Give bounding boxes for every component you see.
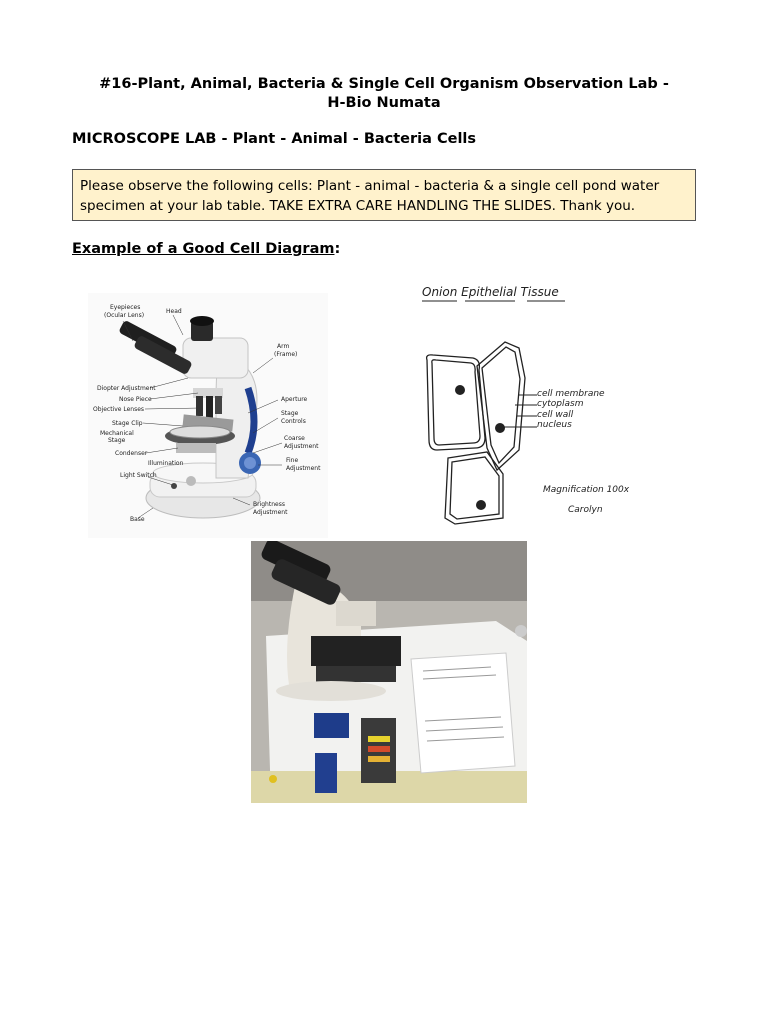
label-condenser: Condenser	[115, 450, 148, 457]
cell-middle	[477, 342, 525, 470]
label-ocular-lens: (Ocular Lens)	[104, 312, 145, 319]
label-nucleus: nucleus	[537, 420, 572, 430]
label-eyepieces: Eyepieces	[110, 304, 141, 311]
label-stage: Stage	[108, 437, 126, 444]
instructions-line-2: specimen at your lab table. TAKE EXTRA CARE HANDLING THE SLIDES. Thank you.	[80, 198, 636, 214]
label-head: Head	[166, 308, 182, 315]
label-frame: (Frame)	[274, 351, 298, 358]
label-magnification: Magnification 100x	[543, 485, 630, 495]
example-heading-colon: :	[334, 241, 341, 257]
example-heading-text: Example of a Good Cell Diagram	[72, 241, 335, 257]
label-nose-piece: Nose Piece	[119, 396, 152, 403]
label-aperture: Aperture	[281, 396, 308, 403]
cell-left	[427, 355, 485, 450]
label-diopter: Diopter Adjustment	[97, 385, 156, 392]
label-coarse-1: Coarse	[284, 435, 305, 442]
label-stage-clip: Stage Clip	[112, 420, 143, 427]
microscope-diagram	[88, 293, 328, 538]
label-base: Base	[130, 516, 145, 523]
label-coarse-2: Adjustment	[284, 443, 319, 450]
label-cytoplasm: cytoplasm	[537, 399, 584, 409]
nucleus-bottom	[476, 500, 486, 510]
label-brightness-1: Brightness	[253, 501, 285, 508]
cell-bottom	[445, 452, 503, 524]
lab-station-photo	[251, 541, 527, 803]
onion-title: Onion Epithelial Tissue	[422, 285, 559, 299]
label-fine-1: Fine	[286, 457, 299, 464]
instructions-line-1: Please observe the following cells: Plant - animal - bacteria & a single cell pond water	[80, 178, 660, 194]
label-fine-2: Adjustment	[286, 465, 321, 472]
nucleus-middle	[495, 423, 505, 433]
label-cell-membrane: cell membrane	[537, 389, 605, 399]
nucleus-left	[455, 385, 465, 395]
document-title	[0, 75, 768, 113]
onion-cell-drawing	[415, 278, 675, 533]
example-heading	[72, 241, 340, 257]
label-mechanical: Mechanical	[100, 430, 134, 437]
title-line-1: #16-Plant, Animal, Bacteria & Single Cell Organism Observation Lab -	[99, 76, 669, 92]
label-stage-controls-2: Controls	[281, 418, 306, 425]
label-light-switch: Light Switch	[120, 472, 157, 479]
label-objective-lenses: Objective Lenses	[93, 406, 145, 413]
label-author: Carolyn	[568, 505, 603, 515]
label-illumination: Illumination	[148, 460, 184, 467]
label-cell-wall: cell wall	[537, 410, 574, 420]
instructions-box	[72, 169, 696, 221]
label-stage-controls-1: Stage	[281, 410, 299, 417]
title-line-2: H-Bio Numata	[327, 95, 441, 111]
label-brightness-2: Adjustment	[253, 509, 288, 516]
label-arm: Arm	[277, 343, 290, 350]
section-subheading: MICROSCOPE LAB - Plant - Animal - Bacteria Cells	[72, 131, 477, 147]
